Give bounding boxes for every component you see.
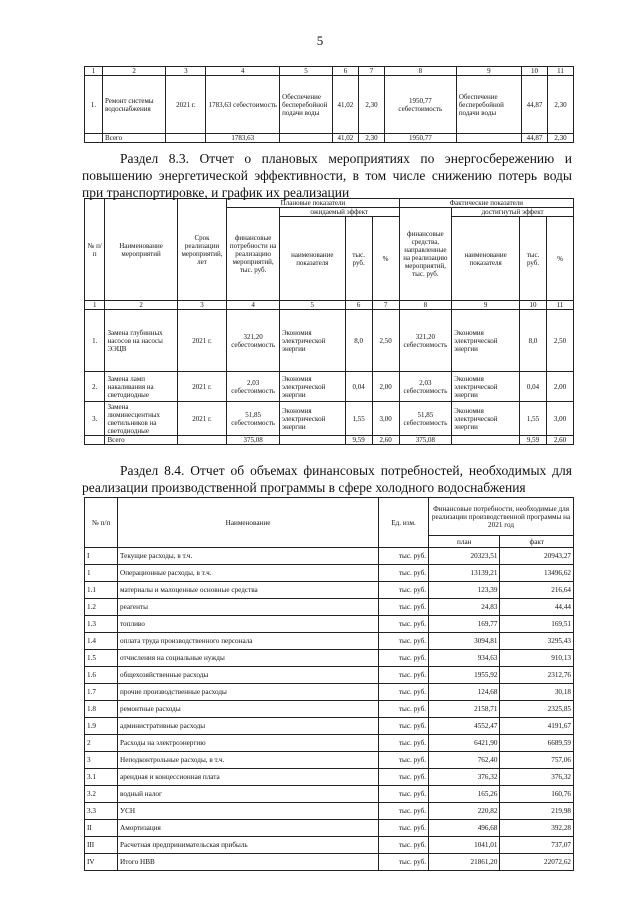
table-row: [85, 76, 574, 134]
header-needs: Финансовые потребности, необходимые для реализации производственной программы на 2021 год: [429, 498, 574, 536]
header-fact: Фактические показатели: [399, 199, 573, 208]
column-numbers-row: [85, 67, 574, 76]
row-plan: 165,26: [429, 786, 500, 803]
colnum: 2: [102, 67, 165, 76]
header-name: Наименование: [118, 498, 379, 548]
row-plan: 6421,90: [429, 735, 500, 752]
measure-name: Ремонт системы водоснабжения: [102, 76, 165, 134]
table-row: [85, 718, 574, 735]
financial-needs-table: [84, 497, 574, 871]
table-row: 3. Замена люминесцентных светильников на светодиодные 2021 г. 51,85 себестоимость Экономия электрической энергии 1,55 3,00 51,85 себестоимость Экономия электрической энергии 1,55 3,00: [85, 402, 574, 436]
row-number: 1.5: [85, 650, 118, 667]
header-expected: ожидаемый эффект: [279, 208, 399, 217]
header-num: № п/п: [85, 498, 118, 548]
planned-value: 41,02: [332, 76, 358, 134]
row-plan: 24,83: [429, 599, 500, 616]
header-achieved: достигнутый эффект: [452, 208, 574, 217]
colnum: 8: [384, 67, 456, 76]
row-number: 1.6: [85, 667, 118, 684]
colnum: 6: [332, 67, 358, 76]
planned-cost: 1783,63 себестоимость: [206, 76, 280, 134]
row-name: Расчетная предпринимательская прибыль: [118, 837, 379, 854]
row-plan: 1041,01: [429, 837, 500, 854]
header-term: Срок реализации мероприятий, лет: [177, 199, 227, 301]
total-actual-cost: 1950,77: [384, 134, 456, 143]
table-row: [85, 667, 574, 684]
row-fact: 219,98: [500, 803, 574, 820]
header-thous: тыс. руб.: [345, 217, 372, 301]
table-row: [85, 548, 574, 565]
row-plan: 934,63: [429, 650, 500, 667]
colnum: 9: [456, 67, 521, 76]
row-name: материалы и малоценные основные средства: [118, 582, 379, 599]
row-plan: 123,39: [429, 582, 500, 599]
row-unit: тыс. руб.: [379, 565, 429, 582]
row-name: отчисления на социальные нужды: [118, 650, 379, 667]
row-plan: 2158,71: [429, 701, 500, 718]
expected-effect: Обеспечение бесперебойной подачи воды: [280, 76, 333, 134]
row-name: Амортизация: [118, 820, 379, 837]
row-plan: 20323,51: [429, 548, 500, 565]
row-number: 1.3: [85, 616, 118, 633]
row-fact: 910,13: [500, 650, 574, 667]
colnum: 1: [85, 67, 103, 76]
row-number: 3.1: [85, 769, 118, 786]
header-thous-fact: тыс. руб.: [520, 217, 547, 301]
colnum: 7: [359, 67, 385, 76]
header-fin-plan: финансовые потребности на реализацию мероприятий, тыс. руб.: [227, 208, 280, 301]
total-actual-percent: 2,30: [548, 134, 574, 143]
row-fact: 160,76: [500, 786, 574, 803]
row-number: III: [85, 837, 118, 854]
row-fact: 3295,43: [500, 633, 574, 650]
achieved-effect: Обеспечение бесперебойной подачи воды: [456, 76, 521, 134]
planned-percent: 2,30: [359, 76, 385, 134]
row-name: Итого НВВ: [118, 854, 379, 871]
table-row: [85, 752, 574, 769]
header-fact: факт: [500, 536, 574, 548]
row-name: Операционные расходы, в т.ч.: [118, 565, 379, 582]
total-actual-value: 44,87: [521, 134, 547, 143]
table-row: [85, 565, 574, 582]
row-fact: 2325,85: [500, 701, 574, 718]
measure-year: 2021 г.: [166, 76, 206, 134]
table-row: 1. Замена глубинных насосов на насосы ЭЭЦВ 2021 г. 321,20 себестоимость Экономия электрической энергии 8,0 2,50 321,20 себестоимость Экономия электрической энергии 8,0 2,50: [85, 310, 574, 372]
row-name: Текущие расходы, в т.ч.: [118, 548, 379, 565]
table-row: [85, 599, 574, 616]
row-name: топливо: [118, 616, 379, 633]
row-name: Расходы на электроэнергию: [118, 735, 379, 752]
table-row: [85, 616, 574, 633]
row-unit: тыс. руб.: [379, 769, 429, 786]
section-8-4-heading: Раздел 8.4. Отчет об объемах финансовых потребностей, необходимых для реализации производственной программы в сфере холодного водоснабжения: [82, 463, 572, 495]
row-unit: тыс. руб.: [379, 548, 429, 565]
row-plan: 376,32: [429, 769, 500, 786]
total-value: 41,02: [332, 134, 358, 143]
colnum: 4: [206, 67, 280, 76]
header-plan: Плановые показатели: [227, 199, 399, 208]
table-row: [85, 735, 574, 752]
row-fact: 737,07: [500, 837, 574, 854]
table-row: [85, 582, 574, 599]
row-fact: 13496,62: [500, 565, 574, 582]
row-unit: тыс. руб.: [379, 582, 429, 599]
row-name: водный налог: [118, 786, 379, 803]
row-number: 3.2: [85, 786, 118, 803]
row-fact: 757,06: [500, 752, 574, 769]
row-number: IV: [85, 854, 118, 871]
row-unit: тыс. руб.: [379, 650, 429, 667]
actual-percent: 2,30: [548, 76, 574, 134]
row-unit: тыс. руб.: [379, 667, 429, 684]
header-indicator-fact: наименование показателя: [452, 217, 520, 301]
row-name: административные расходы: [118, 718, 379, 735]
header-fin-fact: финансовые средства, направленные на реализацию мероприятий, тыс. руб.: [399, 208, 452, 301]
row-unit: тыс. руб.: [379, 599, 429, 616]
actual-cost: 1950,77 себестоимость: [384, 76, 456, 134]
repair-table: [84, 66, 574, 143]
energy-saving-table: [84, 198, 574, 445]
row-plan: 21861,20: [429, 854, 500, 871]
row-fact: 22072,62: [500, 854, 574, 871]
row-number: 1.4: [85, 633, 118, 650]
row-number: 1.9: [85, 718, 118, 735]
header-pct: %: [372, 217, 399, 301]
row-unit: тыс. руб.: [379, 735, 429, 752]
total-cost: 1783,63: [206, 134, 280, 143]
header-plan: план: [429, 536, 500, 548]
row-plan: 124,68: [429, 684, 500, 701]
colnum: 11: [548, 67, 574, 76]
row-fact: 44,44: [500, 599, 574, 616]
row-name: прочие производственные расходы: [118, 684, 379, 701]
row-name: Неподконтрольные расходы, в т.ч.: [118, 752, 379, 769]
table-row: 2. Замена ламп накаливания на светодиодные 2021 г. 2,03 себестоимость Экономия электрической энергии 0,04 2,00 2,03 себестоимость Экономия электрической энергии 0,04 2,00: [85, 372, 574, 402]
row-fact: 392,28: [500, 820, 574, 837]
total-row: [85, 134, 574, 143]
table-row: [85, 684, 574, 701]
row-fact: 6689,59: [500, 735, 574, 752]
row-number: 1.1: [85, 582, 118, 599]
row-unit: тыс. руб.: [379, 701, 429, 718]
row-plan: 13139,21: [429, 565, 500, 582]
row-number: 1.2: [85, 599, 118, 616]
page-number: 5: [316, 33, 324, 48]
row-number: 1.: [85, 76, 103, 134]
total-label: Всего: [102, 134, 165, 143]
row-fact: 376,32: [500, 769, 574, 786]
row-name: оплата труда производственного персонала: [118, 633, 379, 650]
table-row: [85, 701, 574, 718]
colnum: 10: [521, 67, 547, 76]
row-fact: 169,51: [500, 616, 574, 633]
row-unit: тыс. руб.: [379, 633, 429, 650]
row-name: арендная и концессионная плата: [118, 769, 379, 786]
row-number: I: [85, 548, 118, 565]
colnum: 3: [166, 67, 206, 76]
table-row: [85, 650, 574, 667]
row-number: 3.3: [85, 803, 118, 820]
row-unit: тыс. руб.: [379, 752, 429, 769]
row-unit: тыс. руб.: [379, 837, 429, 854]
column-numbers-row: 1 2 3 4 5 6 7 8 9 10 11: [85, 301, 574, 310]
header-unit: Ед. изм.: [379, 498, 429, 548]
row-unit: тыс. руб.: [379, 684, 429, 701]
total-percent: 2,30: [359, 134, 385, 143]
row-number: 1: [85, 565, 118, 582]
row-plan: 4552,47: [429, 718, 500, 735]
row-fact: 20943,27: [500, 548, 574, 565]
row-unit: тыс. руб.: [379, 854, 429, 871]
table-row: [85, 854, 574, 871]
row-fact: 30,18: [500, 684, 574, 701]
row-name: УСН: [118, 803, 379, 820]
table-row: [85, 820, 574, 837]
row-name: ремонтные расходы: [118, 701, 379, 718]
row-plan: 3094,81: [429, 633, 500, 650]
row-fact: 4191,67: [500, 718, 574, 735]
row-plan: 762,40: [429, 752, 500, 769]
row-plan: 1955,92: [429, 667, 500, 684]
row-unit: тыс. руб.: [379, 718, 429, 735]
table-row: [85, 769, 574, 786]
row-unit: тыс. руб.: [379, 803, 429, 820]
row-name: общехозяйственные расходы: [118, 667, 379, 684]
header-num: № п/п: [85, 199, 105, 301]
row-plan: 496,68: [429, 820, 500, 837]
row-unit: тыс. руб.: [379, 820, 429, 837]
table-row: [85, 633, 574, 650]
section-8-3-heading: Раздел 8.3. Отчет о плановых мероприятиях по энергосбережению и повышению энергетической эффективности, в том числе снижению потерь воды при транспортировке, и график их реализации: [82, 151, 572, 200]
row-name: реагенты: [118, 599, 379, 616]
row-unit: тыс. руб.: [379, 616, 429, 633]
row-plan: 220,82: [429, 803, 500, 820]
colnum: 5: [280, 67, 333, 76]
header-name: Наименование мероприятий: [105, 199, 177, 301]
row-fact: 216,64: [500, 582, 574, 599]
row-plan: 169,77: [429, 616, 500, 633]
table-row: [85, 837, 574, 854]
row-fact: 2312,76: [500, 667, 574, 684]
actual-value: 44,87: [521, 76, 547, 134]
table-row: [85, 803, 574, 820]
row-unit: тыс. руб.: [379, 786, 429, 803]
row-number: II: [85, 820, 118, 837]
header-indicator: наименование показателя: [279, 217, 345, 301]
row-number: 3: [85, 752, 118, 769]
total-row: Всего 375,08 9,59 2,60 375,08 9,59 2,60: [85, 436, 574, 445]
table-row: [85, 786, 574, 803]
row-number: 1.7: [85, 684, 118, 701]
row-number: 2: [85, 735, 118, 752]
header-pct-fact: %: [547, 217, 574, 301]
row-number: 1.8: [85, 701, 118, 718]
